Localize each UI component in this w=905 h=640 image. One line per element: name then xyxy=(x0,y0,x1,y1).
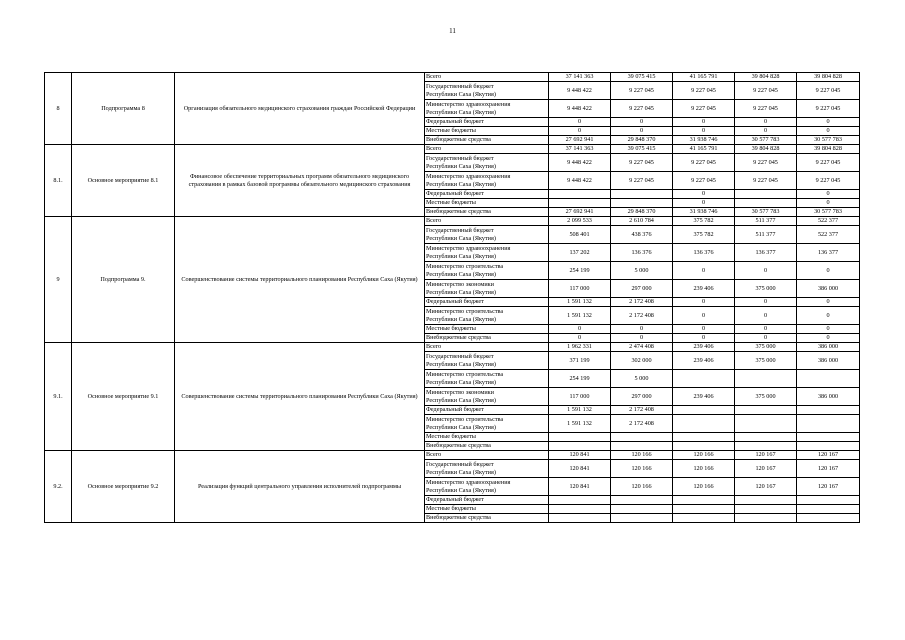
amount-cell: 375 000 xyxy=(735,388,797,406)
amount-cell: 0 xyxy=(797,118,860,127)
amount-cell: 9 448 422 xyxy=(549,154,611,172)
amount-cell: 1 591 132 xyxy=(549,415,611,433)
amount-cell: 9 227 045 xyxy=(611,82,673,100)
amount-cell: 136 377 xyxy=(797,244,860,262)
amount-cell: 2 172 408 xyxy=(611,307,673,325)
amount-cell: 0 xyxy=(797,262,860,280)
funding-source-line: Республики Саха (Якутия) xyxy=(426,252,496,260)
amount-cell: 37 141 363 xyxy=(549,73,611,82)
funding-source-line: Министерство здравоохранения xyxy=(426,173,511,181)
row-code: 8 xyxy=(45,73,72,145)
amount-cell: 120 167 xyxy=(735,451,797,460)
amount-cell: 0 xyxy=(549,334,611,343)
amount-cell: 30 577 783 xyxy=(735,136,797,145)
amount-cell: 136 376 xyxy=(673,244,735,262)
amount-cell: 371 199 xyxy=(549,352,611,370)
amount-cell: 120 166 xyxy=(611,460,673,478)
funding-source-line: Внебюджетные средства xyxy=(426,442,491,450)
amount-cell xyxy=(549,496,611,505)
amount-cell: 9 227 045 xyxy=(673,82,735,100)
amount-cell: 0 xyxy=(797,190,860,199)
funding-source-cell xyxy=(425,127,549,136)
amount-cell: 9 227 045 xyxy=(611,100,673,118)
amount-cell: 120 166 xyxy=(673,460,735,478)
amount-cell: 0 xyxy=(611,325,673,334)
funding-source-line: Государственный бюджет xyxy=(426,83,494,91)
amount-cell: 0 xyxy=(673,334,735,343)
funding-source-line: Республики Саха (Якутия) xyxy=(426,288,496,296)
amount-cell: 117 000 xyxy=(549,388,611,406)
amount-cell: 120 167 xyxy=(735,460,797,478)
funding-source-line: Республики Саха (Якутия) xyxy=(426,360,496,368)
amount-cell xyxy=(673,496,735,505)
amount-cell: 0 xyxy=(797,334,860,343)
amount-cell: 0 xyxy=(673,199,735,208)
amount-cell: 2 474 408 xyxy=(611,343,673,352)
amount-cell: 2 099 533 xyxy=(549,217,611,226)
amount-cell: 9 227 045 xyxy=(673,154,735,172)
funding-source-line: Местные бюджеты xyxy=(426,199,476,207)
amount-cell xyxy=(611,505,673,514)
amount-cell: 0 xyxy=(797,325,860,334)
amount-cell: 136 376 xyxy=(611,244,673,262)
funding-source-line: Внебюджетные средства xyxy=(426,334,491,342)
funding-source-line: Министерство строительства xyxy=(426,371,504,379)
amount-cell: 386 000 xyxy=(797,280,860,298)
amount-cell: 511 377 xyxy=(735,226,797,244)
amount-cell: 0 xyxy=(797,127,860,136)
amount-cell xyxy=(549,514,611,523)
amount-cell: 120 841 xyxy=(549,451,611,460)
amount-cell: 0 xyxy=(797,298,860,307)
amount-cell: 0 xyxy=(673,325,735,334)
funding-source-cell xyxy=(425,415,549,433)
amount-cell: 39 804 828 xyxy=(735,73,797,82)
amount-cell: 120 841 xyxy=(549,478,611,496)
amount-cell: 0 xyxy=(673,127,735,136)
funding-source-line: Всего xyxy=(426,217,442,225)
funding-source-cell xyxy=(425,136,549,145)
amount-cell: 39 075 415 xyxy=(611,145,673,154)
table-row xyxy=(45,145,860,154)
funding-source-cell xyxy=(425,505,549,514)
amount-cell xyxy=(673,505,735,514)
amount-cell: 2 172 408 xyxy=(611,298,673,307)
funding-source-cell xyxy=(425,496,549,505)
funding-source-line: Федеральный бюджет xyxy=(426,298,484,306)
amount-cell xyxy=(797,496,860,505)
amount-cell: 0 xyxy=(611,127,673,136)
amount-cell: 39 804 828 xyxy=(797,73,860,82)
amount-cell: 1 591 132 xyxy=(549,298,611,307)
amount-cell: 9 227 045 xyxy=(797,100,860,118)
amount-cell: 120 166 xyxy=(611,451,673,460)
amount-cell: 9 227 045 xyxy=(611,172,673,190)
row-description: Реализация функций центрального управления исполнителей подпрограммы xyxy=(175,451,425,523)
amount-cell: 0 xyxy=(735,325,797,334)
funding-source-cell xyxy=(425,334,549,343)
funding-source-line: Внебюджетные средства xyxy=(426,208,491,216)
amount-cell xyxy=(611,442,673,451)
amount-cell: 9 227 045 xyxy=(673,100,735,118)
amount-cell xyxy=(549,442,611,451)
amount-cell xyxy=(797,370,860,388)
funding-source-line: Министерство здравоохранения xyxy=(426,479,511,487)
amount-cell: 0 xyxy=(735,298,797,307)
amount-cell: 27 692 941 xyxy=(549,136,611,145)
amount-cell: 9 227 045 xyxy=(735,172,797,190)
funding-source-cell xyxy=(425,172,549,190)
amount-cell: 137 202 xyxy=(549,244,611,262)
amount-cell: 0 xyxy=(673,262,735,280)
amount-cell xyxy=(611,433,673,442)
amount-cell xyxy=(735,496,797,505)
funding-source-line: Федеральный бюджет xyxy=(426,496,484,504)
funding-source-line: Всего xyxy=(426,73,442,81)
amount-cell: 239 406 xyxy=(673,280,735,298)
row-description: Совершенствование системы территориального планирования Республики Саха (Якутия) xyxy=(175,217,425,343)
amount-cell xyxy=(673,514,735,523)
amount-cell: 39 804 828 xyxy=(735,145,797,154)
funding-source-cell xyxy=(425,433,549,442)
amount-cell: 1 591 132 xyxy=(549,406,611,415)
amount-cell: 120 166 xyxy=(673,451,735,460)
funding-source-cell xyxy=(425,145,549,154)
amount-cell: 302 000 xyxy=(611,352,673,370)
amount-cell xyxy=(611,199,673,208)
amount-cell: 511 377 xyxy=(735,217,797,226)
amount-cell: 0 xyxy=(735,307,797,325)
funding-source-cell xyxy=(425,100,549,118)
funding-source-line: Местные бюджеты xyxy=(426,127,476,135)
amount-cell: 239 406 xyxy=(673,352,735,370)
amount-cell: 29 848 370 xyxy=(611,136,673,145)
table-row xyxy=(45,343,860,352)
amount-cell: 31 938 746 xyxy=(673,208,735,217)
funding-source-line: Местные бюджеты xyxy=(426,505,476,513)
row-name: Основное мероприятие 9.1 xyxy=(72,343,175,451)
funding-source-line: Республики Саха (Якутия) xyxy=(426,396,496,404)
funding-source-line: Республики Саха (Якутия) xyxy=(426,234,496,242)
row-description: Финансовое обеспечение территориальных программ обязательного медицинского страхования в рамках базовой программы обязательного медицинского страхования xyxy=(175,145,425,217)
funding-source-cell xyxy=(425,154,549,172)
funding-source-line: Государственный бюджет xyxy=(426,461,494,469)
funding-source-line: Всего xyxy=(426,343,442,351)
amount-cell: 2 610 784 xyxy=(611,217,673,226)
amount-cell: 39 804 828 xyxy=(797,145,860,154)
amount-cell: 0 xyxy=(797,307,860,325)
funding-source-cell xyxy=(425,199,549,208)
amount-cell xyxy=(735,406,797,415)
amount-cell xyxy=(735,190,797,199)
funding-source-cell xyxy=(425,244,549,262)
amount-cell: 9 227 045 xyxy=(735,82,797,100)
amount-cell: 120 167 xyxy=(735,478,797,496)
amount-cell: 120 166 xyxy=(673,478,735,496)
amount-cell: 9 227 045 xyxy=(797,82,860,100)
amount-cell: 386 000 xyxy=(797,343,860,352)
funding-source-cell xyxy=(425,478,549,496)
row-code: 9.2. xyxy=(45,451,72,523)
amount-cell: 27 692 941 xyxy=(549,208,611,217)
funding-source-line: Федеральный бюджет xyxy=(426,406,484,414)
funding-source-line: Республики Саха (Якутия) xyxy=(426,468,496,476)
amount-cell: 254 199 xyxy=(549,370,611,388)
amount-cell xyxy=(735,370,797,388)
funding-source-cell xyxy=(425,226,549,244)
amount-cell: 120 167 xyxy=(797,460,860,478)
amount-cell xyxy=(549,433,611,442)
amount-cell: 0 xyxy=(735,127,797,136)
amount-cell: 5 000 xyxy=(611,262,673,280)
funding-source-cell xyxy=(425,190,549,199)
amount-cell xyxy=(549,199,611,208)
amount-cell: 297 000 xyxy=(611,280,673,298)
amount-cell: 117 000 xyxy=(549,280,611,298)
row-name: Подпрограмма 8 xyxy=(72,73,175,145)
funding-source-line: Республики Саха (Якутия) xyxy=(426,108,496,116)
funding-source-line: Министерство строительства xyxy=(426,308,504,316)
amount-cell: 254 199 xyxy=(549,262,611,280)
funding-source-cell xyxy=(425,82,549,100)
funding-source-line: Республики Саха (Якутия) xyxy=(426,90,496,98)
budget-table xyxy=(44,72,860,523)
row-name: Основное мероприятие 9.2 xyxy=(72,451,175,523)
table-row xyxy=(45,217,860,226)
row-code: 9.1. xyxy=(45,343,72,451)
funding-source-line: Министерство строительства xyxy=(426,263,504,271)
funding-source-line: Министерство экономики xyxy=(426,389,494,397)
amount-cell xyxy=(549,505,611,514)
amount-cell: 0 xyxy=(673,118,735,127)
funding-source-line: Всего xyxy=(426,451,442,459)
funding-source-cell xyxy=(425,217,549,226)
funding-source-line: Государственный бюджет xyxy=(426,353,494,361)
funding-source-cell xyxy=(425,73,549,82)
funding-source-line: Республики Саха (Якутия) xyxy=(426,315,496,323)
amount-cell: 508 401 xyxy=(549,226,611,244)
funding-source-line: Республики Саха (Якутия) xyxy=(426,423,496,431)
funding-source-cell xyxy=(425,514,549,523)
funding-source-cell xyxy=(425,280,549,298)
amount-cell: 0 xyxy=(673,298,735,307)
funding-source-cell xyxy=(425,208,549,217)
amount-cell: 9 227 045 xyxy=(797,172,860,190)
amount-cell: 30 577 783 xyxy=(797,208,860,217)
row-description: Организация обязательного медицинского страхования граждан Российской Федерации xyxy=(175,73,425,145)
funding-source-line: Внебюджетные средства xyxy=(426,514,491,522)
amount-cell xyxy=(735,415,797,433)
funding-source-line: Государственный бюджет xyxy=(426,227,494,235)
funding-source-cell xyxy=(425,352,549,370)
amount-cell xyxy=(735,199,797,208)
amount-cell: 375 000 xyxy=(735,352,797,370)
funding-source-line: Республики Саха (Якутия) xyxy=(426,486,496,494)
funding-source-line: Местные бюджеты xyxy=(426,433,476,441)
amount-cell: 41 165 791 xyxy=(673,145,735,154)
amount-cell xyxy=(735,442,797,451)
funding-source-cell xyxy=(425,298,549,307)
amount-cell xyxy=(611,190,673,199)
amount-cell xyxy=(611,496,673,505)
amount-cell: 1 962 331 xyxy=(549,343,611,352)
funding-source-line: Всего xyxy=(426,145,442,153)
amount-cell: 9 227 045 xyxy=(611,154,673,172)
funding-source-cell xyxy=(425,307,549,325)
amount-cell: 120 167 xyxy=(797,478,860,496)
funding-source-line: Федеральный бюджет xyxy=(426,190,484,198)
amount-cell xyxy=(735,514,797,523)
amount-cell: 239 406 xyxy=(673,343,735,352)
amount-cell xyxy=(611,514,673,523)
funding-source-line: Министерство здравоохранения xyxy=(426,245,511,253)
funding-source-cell xyxy=(425,118,549,127)
row-code: 8.1. xyxy=(45,145,72,217)
funding-source-cell xyxy=(425,325,549,334)
funding-source-line: Министерство экономики xyxy=(426,281,494,289)
amount-cell: 9 227 045 xyxy=(735,100,797,118)
row-description: Совершенствование системы территориального планирования Республики Саха (Якутия) xyxy=(175,343,425,451)
amount-cell: 41 165 791 xyxy=(673,73,735,82)
amount-cell xyxy=(797,505,860,514)
funding-source-cell xyxy=(425,343,549,352)
funding-source-line: Министерство строительства xyxy=(426,416,504,424)
funding-source-line: Республики Саха (Якутия) xyxy=(426,378,496,386)
amount-cell: 438 376 xyxy=(611,226,673,244)
amount-cell: 0 xyxy=(735,262,797,280)
amount-cell: 9 448 422 xyxy=(549,100,611,118)
amount-cell: 2 172 408 xyxy=(611,406,673,415)
funding-source-cell xyxy=(425,406,549,415)
funding-source-cell xyxy=(425,370,549,388)
amount-cell: 9 227 045 xyxy=(673,172,735,190)
amount-cell: 375 782 xyxy=(673,217,735,226)
amount-cell xyxy=(673,370,735,388)
amount-cell: 5 000 xyxy=(611,370,673,388)
amount-cell: 386 000 xyxy=(797,388,860,406)
amount-cell: 120 841 xyxy=(549,460,611,478)
row-code: 9 xyxy=(45,217,72,343)
amount-cell xyxy=(735,505,797,514)
amount-cell xyxy=(735,433,797,442)
amount-cell: 30 577 783 xyxy=(797,136,860,145)
amount-cell: 9 227 045 xyxy=(735,154,797,172)
amount-cell: 9 227 045 xyxy=(797,154,860,172)
row-name: Основное мероприятие 8.1 xyxy=(72,145,175,217)
amount-cell: 9 448 422 xyxy=(549,172,611,190)
funding-source-line: Государственный бюджет xyxy=(426,155,494,163)
amount-cell xyxy=(797,406,860,415)
amount-cell: 0 xyxy=(797,199,860,208)
amount-cell: 0 xyxy=(735,118,797,127)
amount-cell: 0 xyxy=(549,127,611,136)
amount-cell xyxy=(673,415,735,433)
amount-cell: 297 000 xyxy=(611,388,673,406)
table-row xyxy=(45,73,860,82)
amount-cell: 0 xyxy=(549,325,611,334)
amount-cell: 375 000 xyxy=(735,280,797,298)
amount-cell: 29 848 370 xyxy=(611,208,673,217)
amount-cell: 522 377 xyxy=(797,226,860,244)
amount-cell: 120 167 xyxy=(797,451,860,460)
funding-source-line: Федеральный бюджет xyxy=(426,118,484,126)
amount-cell: 31 938 746 xyxy=(673,136,735,145)
amount-cell xyxy=(797,415,860,433)
amount-cell xyxy=(797,433,860,442)
amount-cell: 39 075 415 xyxy=(611,73,673,82)
amount-cell: 239 406 xyxy=(673,388,735,406)
amount-cell: 0 xyxy=(549,118,611,127)
amount-cell: 375 782 xyxy=(673,226,735,244)
amount-cell: 386 000 xyxy=(797,352,860,370)
amount-cell: 0 xyxy=(735,334,797,343)
amount-cell: 0 xyxy=(673,307,735,325)
funding-source-line: Министерство здравоохранения xyxy=(426,101,511,109)
amount-cell xyxy=(673,433,735,442)
amount-cell xyxy=(797,514,860,523)
funding-source-cell xyxy=(425,262,549,280)
amount-cell: 1 591 132 xyxy=(549,307,611,325)
amount-cell: 0 xyxy=(611,118,673,127)
funding-source-line: Республики Саха (Якутия) xyxy=(426,162,496,170)
amount-cell: 2 172 408 xyxy=(611,415,673,433)
funding-source-cell xyxy=(425,451,549,460)
amount-cell xyxy=(673,406,735,415)
amount-cell: 375 000 xyxy=(735,343,797,352)
table-row xyxy=(45,451,860,460)
page-number: 11 xyxy=(449,27,456,35)
amount-cell: 120 166 xyxy=(611,478,673,496)
funding-source-line: Местные бюджеты xyxy=(426,325,476,333)
funding-source-line: Внебюджетные средства xyxy=(426,136,491,144)
row-name: Подпрограмма 9. xyxy=(72,217,175,343)
funding-source-line: Республики Саха (Якутия) xyxy=(426,180,496,188)
amount-cell xyxy=(549,190,611,199)
funding-source-cell xyxy=(425,388,549,406)
funding-source-cell xyxy=(425,460,549,478)
funding-source-line: Республики Саха (Якутия) xyxy=(426,270,496,278)
amount-cell xyxy=(797,442,860,451)
amount-cell: 0 xyxy=(673,190,735,199)
amount-cell: 30 577 783 xyxy=(735,208,797,217)
amount-cell: 37 141 363 xyxy=(549,145,611,154)
amount-cell xyxy=(673,442,735,451)
amount-cell: 522 377 xyxy=(797,217,860,226)
amount-cell: 0 xyxy=(611,334,673,343)
amount-cell: 9 448 422 xyxy=(549,82,611,100)
amount-cell: 136 377 xyxy=(735,244,797,262)
funding-source-cell xyxy=(425,442,549,451)
